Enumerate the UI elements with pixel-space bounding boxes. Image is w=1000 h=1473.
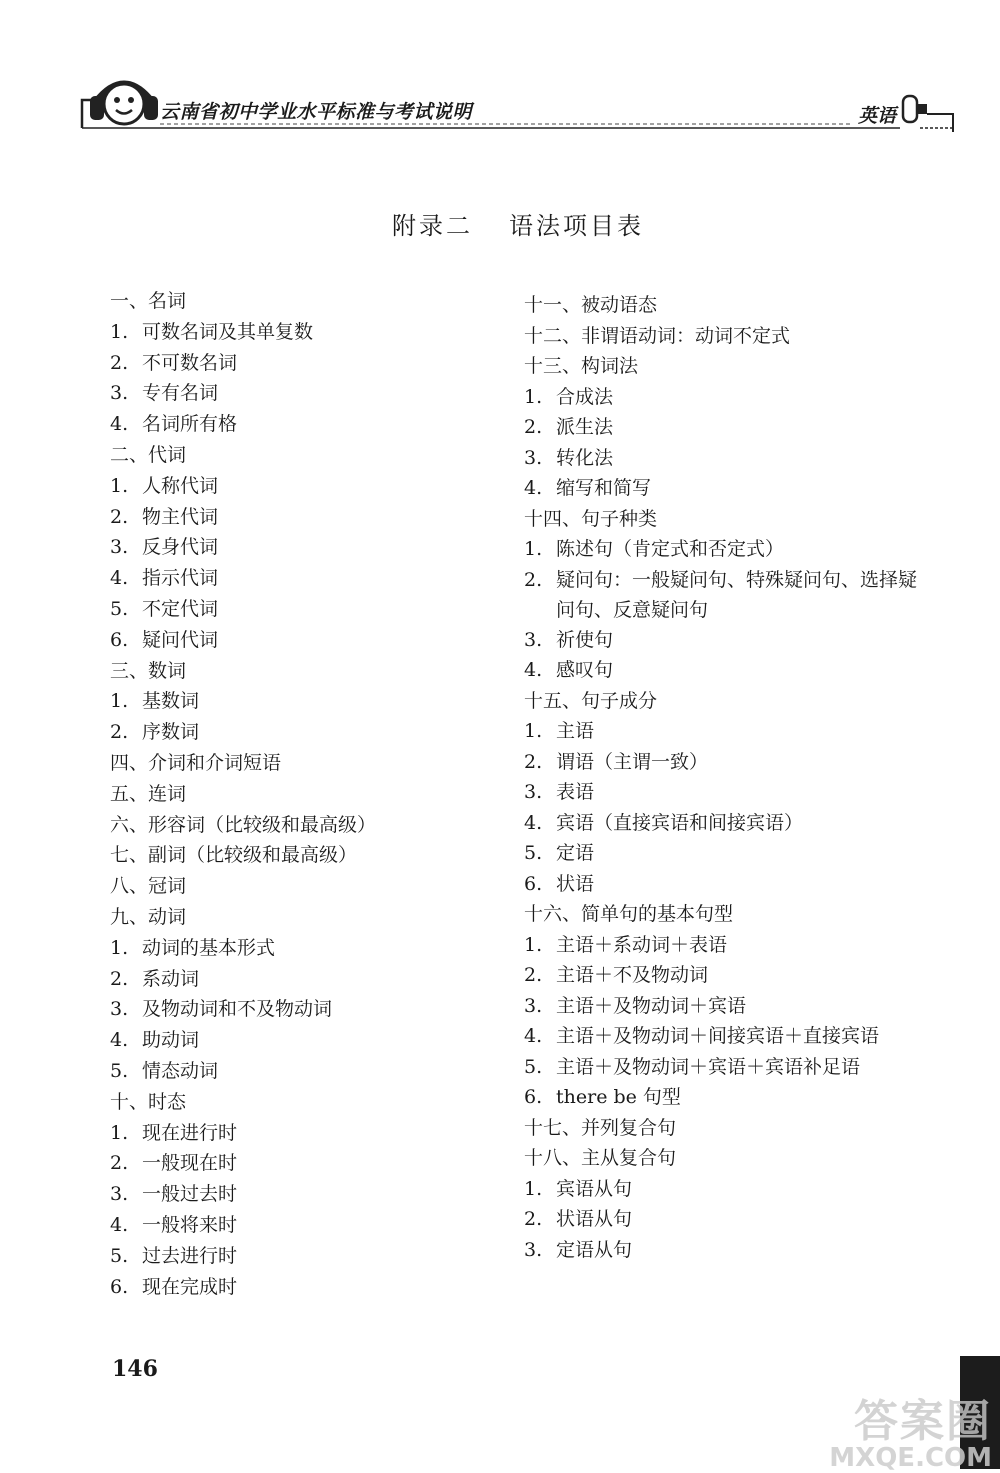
list-item: 6. 疑问代词	[110, 628, 219, 651]
list-item: 6. 现在完成时	[110, 1275, 238, 1298]
list-item: 4. 宾语（直接宾语和间接宾语）	[524, 811, 804, 834]
headphone-mascot-logo-icon	[0, 0, 1000, 150]
watermark-cn: 答案圈	[854, 1396, 992, 1447]
list-item: 十二、非谓语动词：动词不定式	[524, 324, 791, 347]
list-item: 2. 系动词	[110, 967, 200, 990]
list-item: 六、形容词（比较级和最高级）	[110, 813, 377, 836]
list-item: 3. 祈使句	[524, 628, 614, 651]
list-item: 2. 物主代词	[110, 505, 219, 528]
list-item: 一、名词	[110, 290, 187, 312]
list-item: 3. 表语	[524, 781, 595, 803]
list-item: 五、连词	[110, 782, 187, 805]
list-item: 3. 主语＋及物动词＋宾语	[524, 994, 747, 1017]
page-header	[0, 0, 1000, 150]
list-item: 3. 专有名词	[110, 382, 219, 405]
page-title-sub: 语法项目表	[509, 212, 644, 240]
list-item: 2. 一般现在时	[110, 1152, 238, 1175]
list-item: 3. 反身代词	[110, 536, 219, 559]
list-item: 十六、简单句的基本句型	[524, 903, 734, 925]
list-item: 2. 不可数名词	[110, 351, 238, 374]
watermark	[829, 1385, 992, 1473]
list-item: 1. 基数词	[110, 690, 200, 713]
list-item: 5. 过去进行时	[110, 1244, 238, 1267]
list-item: 三、数词	[110, 659, 187, 682]
list-item: 4. 指示代词	[110, 567, 219, 590]
page-number: 146	[112, 1356, 158, 1382]
list-item: 1. 可数名词及其单复数	[110, 320, 314, 343]
list-item: 6. there be 句型	[524, 1086, 681, 1108]
list-item: 3. 转化法	[524, 446, 614, 469]
list-item: 1. 人称代词	[110, 474, 219, 497]
list-item: 2. 谓语（主谓一致）	[524, 750, 709, 773]
grammar-list-left	[110, 286, 490, 1302]
list-item: 2. 序数词	[110, 721, 200, 744]
list-item: 4. 助动词	[110, 1029, 200, 1052]
list-item: 4. 一般将来时	[110, 1213, 238, 1236]
list-item: 十五、句子成分	[524, 689, 658, 712]
list-item: 二、代词	[110, 443, 187, 466]
list-item: 3. 及物动词和不及物动词	[110, 998, 333, 1021]
list-item: 4. 主语＋及物动词＋间接宾语＋直接宾语	[524, 1025, 880, 1047]
list-item: 1. 宾语从句	[524, 1177, 633, 1200]
list-item: 2. 疑问句：一般疑问句、特殊疑问句、选择疑问句、反意疑问句	[524, 568, 918, 621]
page-title	[0, 206, 1000, 241]
list-item: 2. 派生法	[524, 416, 614, 438]
list-item: 1. 主语＋系动词＋表语	[524, 933, 728, 956]
list-item: 5. 不定代词	[110, 597, 219, 620]
watermark-url: MXQE.COM	[829, 1443, 992, 1473]
header-title: 云南省初中学业水平标准与考试说明	[160, 101, 473, 123]
list-item: 1. 主语	[524, 720, 595, 742]
list-item: 四、介词和介词短语	[110, 751, 282, 774]
list-item: 十三、构词法	[524, 355, 639, 377]
list-item: 6. 状语	[524, 872, 595, 895]
list-item: 4. 名词所有格	[110, 413, 238, 436]
list-item: 1. 现在进行时	[110, 1121, 238, 1144]
list-item: 2. 主语＋不及物动词	[524, 964, 709, 986]
list-item: 八、冠词	[110, 875, 187, 898]
list-item: 5. 定语	[524, 842, 595, 864]
list-item: 七、副词（比较级和最高级）	[110, 844, 358, 867]
list-item: 2. 状语从句	[524, 1208, 633, 1230]
header-subject: 英语	[858, 105, 897, 127]
list-item: 十一、被动语态	[524, 294, 658, 316]
list-item: 1. 动词的基本形式	[110, 936, 276, 959]
list-item: 十七、并列复合句	[524, 1116, 677, 1139]
list-item: 3. 定语从句	[524, 1238, 633, 1261]
list-item: 九、动词	[110, 905, 187, 928]
grammar-list-right	[524, 290, 934, 1265]
list-item: 3. 一般过去时	[110, 1183, 238, 1206]
list-item: 4. 感叹句	[524, 659, 614, 681]
list-item: 4. 缩写和简写	[524, 477, 652, 499]
list-item: 5. 主语＋及物动词＋宾语＋宾语补足语	[524, 1055, 861, 1078]
list-item: 十、时态	[110, 1090, 187, 1113]
list-item: 1. 陈述句（肯定式和否定式）	[524, 538, 785, 560]
list-item: 1. 合成法	[524, 385, 614, 408]
list-item: 十八、主从复合句	[524, 1147, 677, 1169]
page-title-main: 附录二	[392, 212, 473, 240]
list-item: 十四、句子种类	[524, 507, 658, 530]
list-item: 5. 情态动词	[110, 1059, 219, 1082]
